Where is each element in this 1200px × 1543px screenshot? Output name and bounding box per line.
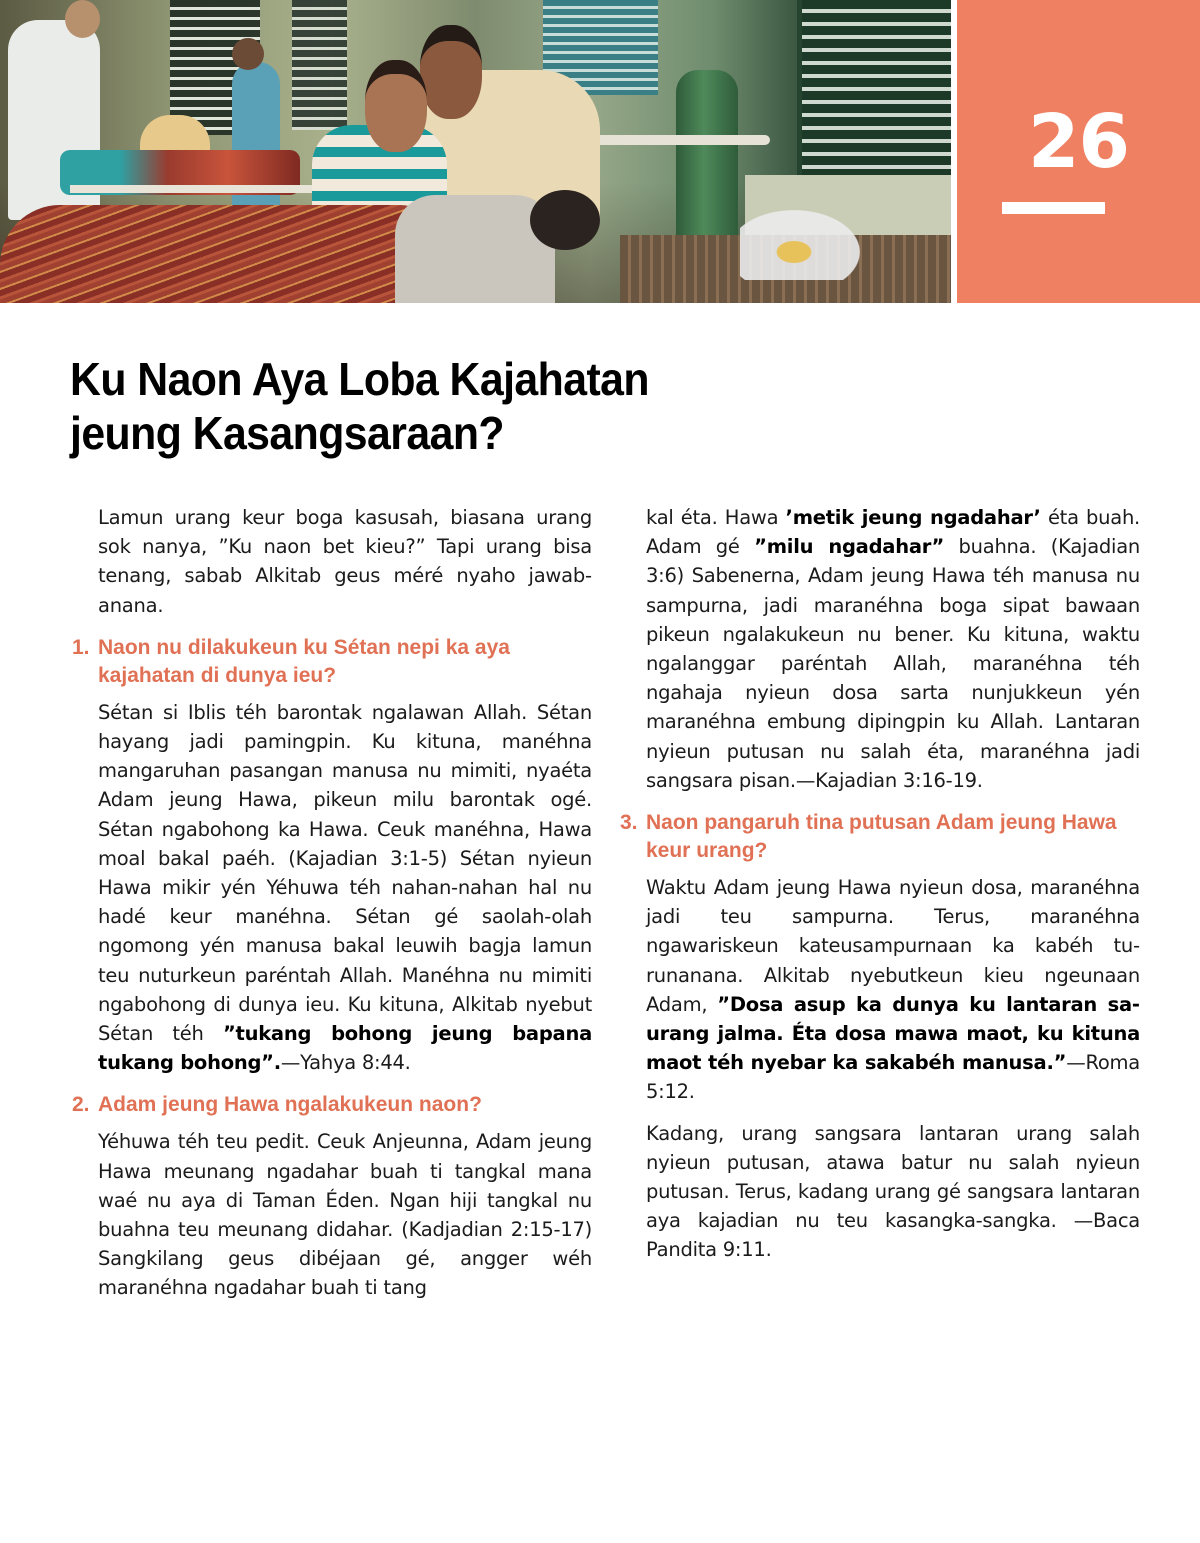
section-3-quote: ”Dosa asup ka dunya ku lantaran saurang jalma. Éta dosa mawa maot, ku kituna maot téh nyebar ka sakabéh manusa.”	[646, 992, 1141, 1075]
section-2-question	[72, 1091, 592, 1119]
section-2-text-d: buahna. (Kajadian 3:6) Sabenerna, Adam jeung Hawa téh manusa nu sampurna, jadi maranéhna boga sipat bawaan pikeun ngalakukeun nu bener. Ku kituna, waktu ngalanggar paréntah Allah, maranéhna téh ngahaja nyieun dosa sarta nunjukkeun yén maranéhna embung dipingpin ku Allah. Lantaran nyieun putusan nu salah éta, maranéhna jadi sangsara pisan.—Kajadian 3:16-19.	[646, 535, 1141, 792]
left-column	[72, 503, 592, 1315]
photo-blanket	[0, 205, 440, 303]
lesson-number: 26	[1028, 99, 1129, 185]
section-2-text-c: éta buah. Adam gé	[646, 506, 1140, 559]
photo-doctor-head	[65, 0, 100, 38]
photo-plastic-bag	[740, 210, 860, 280]
section-2-paragraph-part-1	[98, 1127, 592, 1302]
lesson-number-badge	[957, 0, 1200, 303]
section-3-number: 3.	[620, 811, 638, 835]
photo-oxygen-tank	[676, 70, 738, 240]
page-title-line-1: Ku Naon Aya Loba Kajahatan	[70, 353, 649, 405]
section-2-text-b: kal éta. Hawa	[646, 506, 786, 529]
page-title-line-2: jeung Kasangsaraan?	[70, 407, 504, 459]
photo-window-shutter	[292, 0, 347, 130]
lesson-number-underline	[1002, 202, 1105, 214]
section-1-reference: —Yahya 8:44.	[280, 1051, 411, 1075]
photo-nurse	[232, 62, 280, 222]
section-3-text: Waktu Adam jeung Hawa nyieun dosa, maranéhna jadi teu sampurna. Terus, maranéhna ngawariskeun kateusampurnaan ka kabéh turunanana. Alkitab nyebutkeun kieu ngeunaan Adam,	[646, 876, 1140, 1016]
header-photo	[0, 0, 951, 303]
section-1-number: 1.	[72, 635, 90, 659]
section-3-question	[620, 809, 1140, 865]
section-1-text: Sétan si Iblis téh barontak ngalawan Allah. Sétan hayang jadi pamingpin. Ku kituna, manéhna mangaruhan pasangan manusa nu mimiti, nyaéta Adam jeung Hawa, pikeun milu barontak ogé. Sétan ngabohong ka Hawa. Ceuk manéhna, Hawa moal bakal paéh. (Kajadian 3:1-5) Sétan nyieun Hawa mikir yén Yéhuwa téh nahan-nahan hal nu hadé keur manéhna. Sétan gé saolah-olah ngomong yén manusa bakal leuwih bagja lamun teu nuturkeun paréntah Allah. Manéhna nu mimiti ngabohong di dunya ieu. Ku kituna, Alkitab nyebut Sétan téh	[98, 700, 592, 1046]
photo-green-shutter	[797, 0, 951, 175]
right-column	[620, 503, 1140, 1277]
section-1-question	[72, 634, 592, 690]
photo-mother-head	[365, 60, 427, 152]
section-1-quote: ”tukang bohong jeung bapana tukang bohong”.	[98, 1022, 592, 1075]
section-1-question-text: Naon nu dilakukeun ku Sétan nepi ka aya kajahatan di dunya ieu?	[98, 635, 510, 687]
section-3-paragraph-2: Kadang, urang sangsara lantaran urang salah nyieun putusan, atawa batur nu salah nyieun putusan. Terus, kadang urang gé sangsara lantaran aya kajadian nu teu kasangka-sangka. —Baca Pandita 9:11.	[646, 1121, 1140, 1262]
page-title	[70, 352, 777, 460]
section-2-text-a: Yéhuwa téh teu pedit. Ceuk Anjeunna, Adam jeung Hawa meunang ngadahar buah ti tangkal mana waé nu aya di Taman Éden. Ngan hiji tangkal nu buahna teu meunang didahar. (Kadjadian 2:15-17) Sangkilang geus dibéjaan gé, angger wéh maranéhna ngadahar buah ti tang	[98, 1130, 592, 1300]
photo-father-head	[420, 25, 482, 119]
section-2-quote-2: ”milu ngadahar”	[754, 535, 945, 559]
section-1-paragraph	[98, 698, 592, 1078]
photo-bed-frame	[70, 185, 330, 193]
section-3-reference: —Roma 5:12.	[646, 1051, 1140, 1104]
section-2-number: 2.	[72, 1093, 90, 1117]
photo-boy-head	[530, 190, 600, 250]
section-2-question-text: Adam jeung Hawa ngalakukeun naon?	[98, 1093, 482, 1117]
section-2-paragraph-part-2	[646, 503, 1140, 795]
intro-paragraph: Lamun urang keur boga kasusah, biasana urang sok nanya, ”Ku naon bet kieu?” Tapi urang bisa tenang, sabab Alkitab geus méré nyaho jawabanana.	[98, 506, 592, 617]
photo-bed-rail	[590, 135, 770, 145]
photo-nurse-head	[232, 38, 264, 70]
section-3-paragraph-1	[646, 873, 1140, 1107]
section-2-quote-1: ’metik jeung ngadahar’	[785, 506, 1041, 529]
section-3-question-text: Naon pangaruh tina putusan Adam jeung Hawa keur urang?	[646, 811, 1117, 863]
